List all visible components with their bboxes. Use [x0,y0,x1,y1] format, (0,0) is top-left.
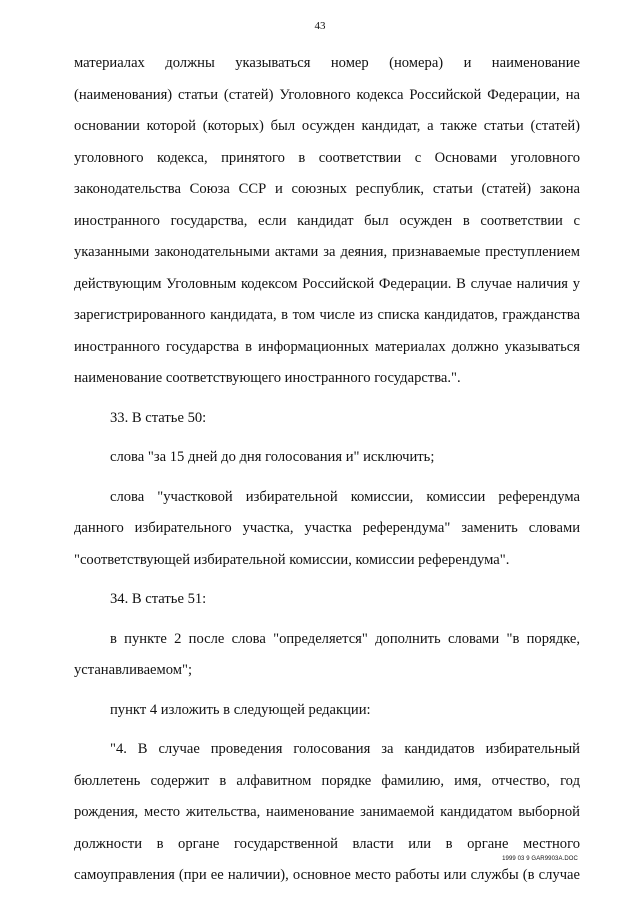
text-line: действующим Уголовным кодексом Российской Федерации. В случае наличия у [74,275,580,292]
text-line: иностранного государства в информационных материалах должно указываться [74,338,580,355]
text-line: рождения, место жительства, наименование занимаемой кандидатом выборной [74,804,580,820]
paragraph-gap [74,687,580,695]
paragraph-gap [74,474,580,482]
text-line: бюллетень содержит в алфавитном порядке фамилию, имя, отчество, год [74,772,580,789]
text-line: данного избирательного участка, участка референдума" заменить словами [74,520,580,536]
paragraph-gap [74,616,580,624]
text-line: должности в органе государственной власти или в органе местного [74,835,580,852]
text-line: иностранного государства, если кандидат был осужден в соответствии с [74,212,580,229]
paragraph-gap [74,576,580,584]
document-body [74,48,580,892]
text-line: "4. В случае проведения голосования за кандидатов избирательный [110,741,580,757]
text-line: указанными законодательными актами за деяния, признаваемые преступлением [74,244,580,260]
text-line: пункт 4 изложить в следующей редакции: [110,701,371,718]
page-number: 43 [314,20,326,32]
paragraph-gap [74,395,580,403]
text-line: наименование соответствующего иностранного государства.". [74,370,461,386]
text-line: зарегистрированного кандидата, в том числе из списка кандидатов, гражданства [74,307,580,323]
text-line: 34. В статье 51: [110,591,207,607]
text-line: (наименования) статьи (статей) Уголовного кодекса Российской Федерации, на [74,86,580,103]
text-line: законодательства Союза ССР и союзных республик, статьи (статей) закона [74,181,580,197]
text-line: основании которой (которых) был осужден кандидат, а также статьи (статей) [74,118,580,134]
text-line: 33. В статье 50: [110,409,207,426]
text-line: устанавливаемом"; [74,662,193,678]
text-line: уголовного кодекса, принятого в соответствии с Основами уголовного [74,149,580,166]
text-line: слова "участковой избирательной комиссии, комиссии референдума [110,488,580,505]
text-line: в пункте 2 после слова "определяется" дополнить словами "в порядке, [110,630,580,647]
paragraph-gap [74,434,580,442]
document-file-code: 1999 03 9 GAR9903A.DOC [502,856,578,862]
text-line: материалах должны указываться номер (номера) и наименование [74,55,580,71]
text-line: самоуправления (при ее наличии), основное место работы или службы (в случае [74,867,580,883]
text-line: "соответствующей избирательной комиссии, комиссии референдума". [74,551,510,568]
paragraph-gap [74,726,580,734]
text-line: слова "за 15 дней до дня голосования и" исключить; [110,449,435,465]
